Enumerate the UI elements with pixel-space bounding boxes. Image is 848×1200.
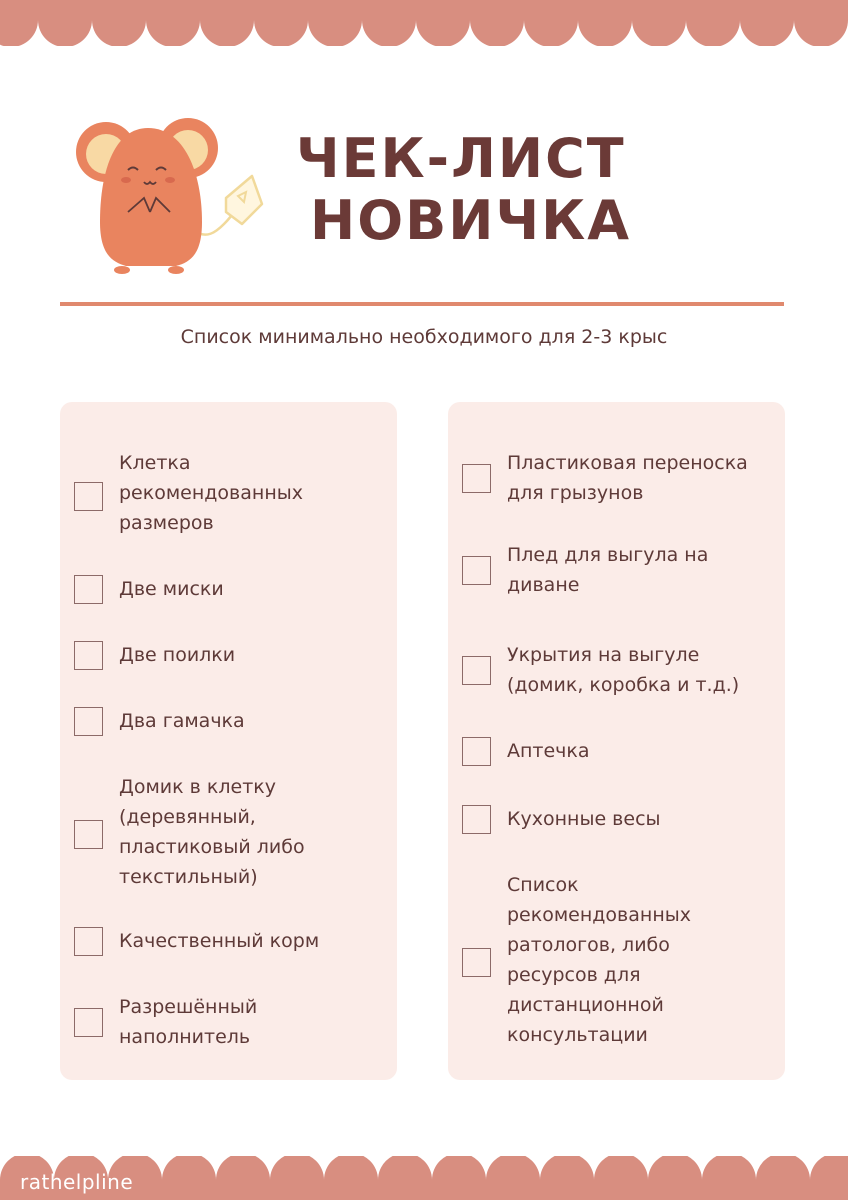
checklist-item-label: Качественный корм [119,930,320,952]
page-title [296,128,656,252]
mouse-illustration [66,112,286,282]
subtitle: Список минимально необходимого для 2-3 крыс [180,326,668,348]
checkbox[interactable] [74,927,103,956]
checklist-item-label: Разрешённый наполнитель [119,996,258,1048]
checklist-item-label: Два гамачка [119,710,245,732]
checkbox[interactable] [74,575,103,604]
checklist-item-label: Две миски [119,578,224,600]
title-line-2: НОВИЧКА [310,189,632,252]
checklist-item-label: Укрытия на выгуле (домик, коробка и т.д.) [507,644,740,696]
divider [60,302,784,306]
checklist-panel-left [60,402,397,1080]
checkbox[interactable] [462,556,491,585]
footer-brand: rathelpline [20,1170,134,1194]
checkbox[interactable] [462,656,491,685]
title-line-1: ЧЕК-ЛИСТ [296,127,626,190]
checkbox[interactable] [462,464,491,493]
checklist-panel-right [448,402,785,1080]
checkbox[interactable] [74,1008,103,1037]
checklist-item-label: Пластиковая переноска для грызунов [507,452,748,504]
checklist-item-label: Две поилки [119,644,236,666]
checkbox[interactable] [462,737,491,766]
checkbox[interactable] [74,820,103,849]
checklist-item-label: Домик в клетку (деревянный, пластиковый либо текстильный) [119,776,305,888]
checkbox[interactable] [462,805,491,834]
checkbox[interactable] [74,482,103,511]
checkbox[interactable] [74,641,103,670]
checkbox[interactable] [462,948,491,977]
checklist-item-label: Кухонные весы [507,808,661,830]
checklist-item-label: Клетка рекомендованных размеров [119,452,303,534]
checklist-item-label: Плед для выгула на диване [507,544,709,596]
cheese-icon [226,176,262,224]
checklist-item-label: Аптечка [507,740,590,762]
checklist-item-label: Список рекомендованных ратологов, либо ресурсов для дистанционной консультации [507,874,691,1046]
checkbox[interactable] [74,707,103,736]
top-scallop-border [0,0,848,46]
